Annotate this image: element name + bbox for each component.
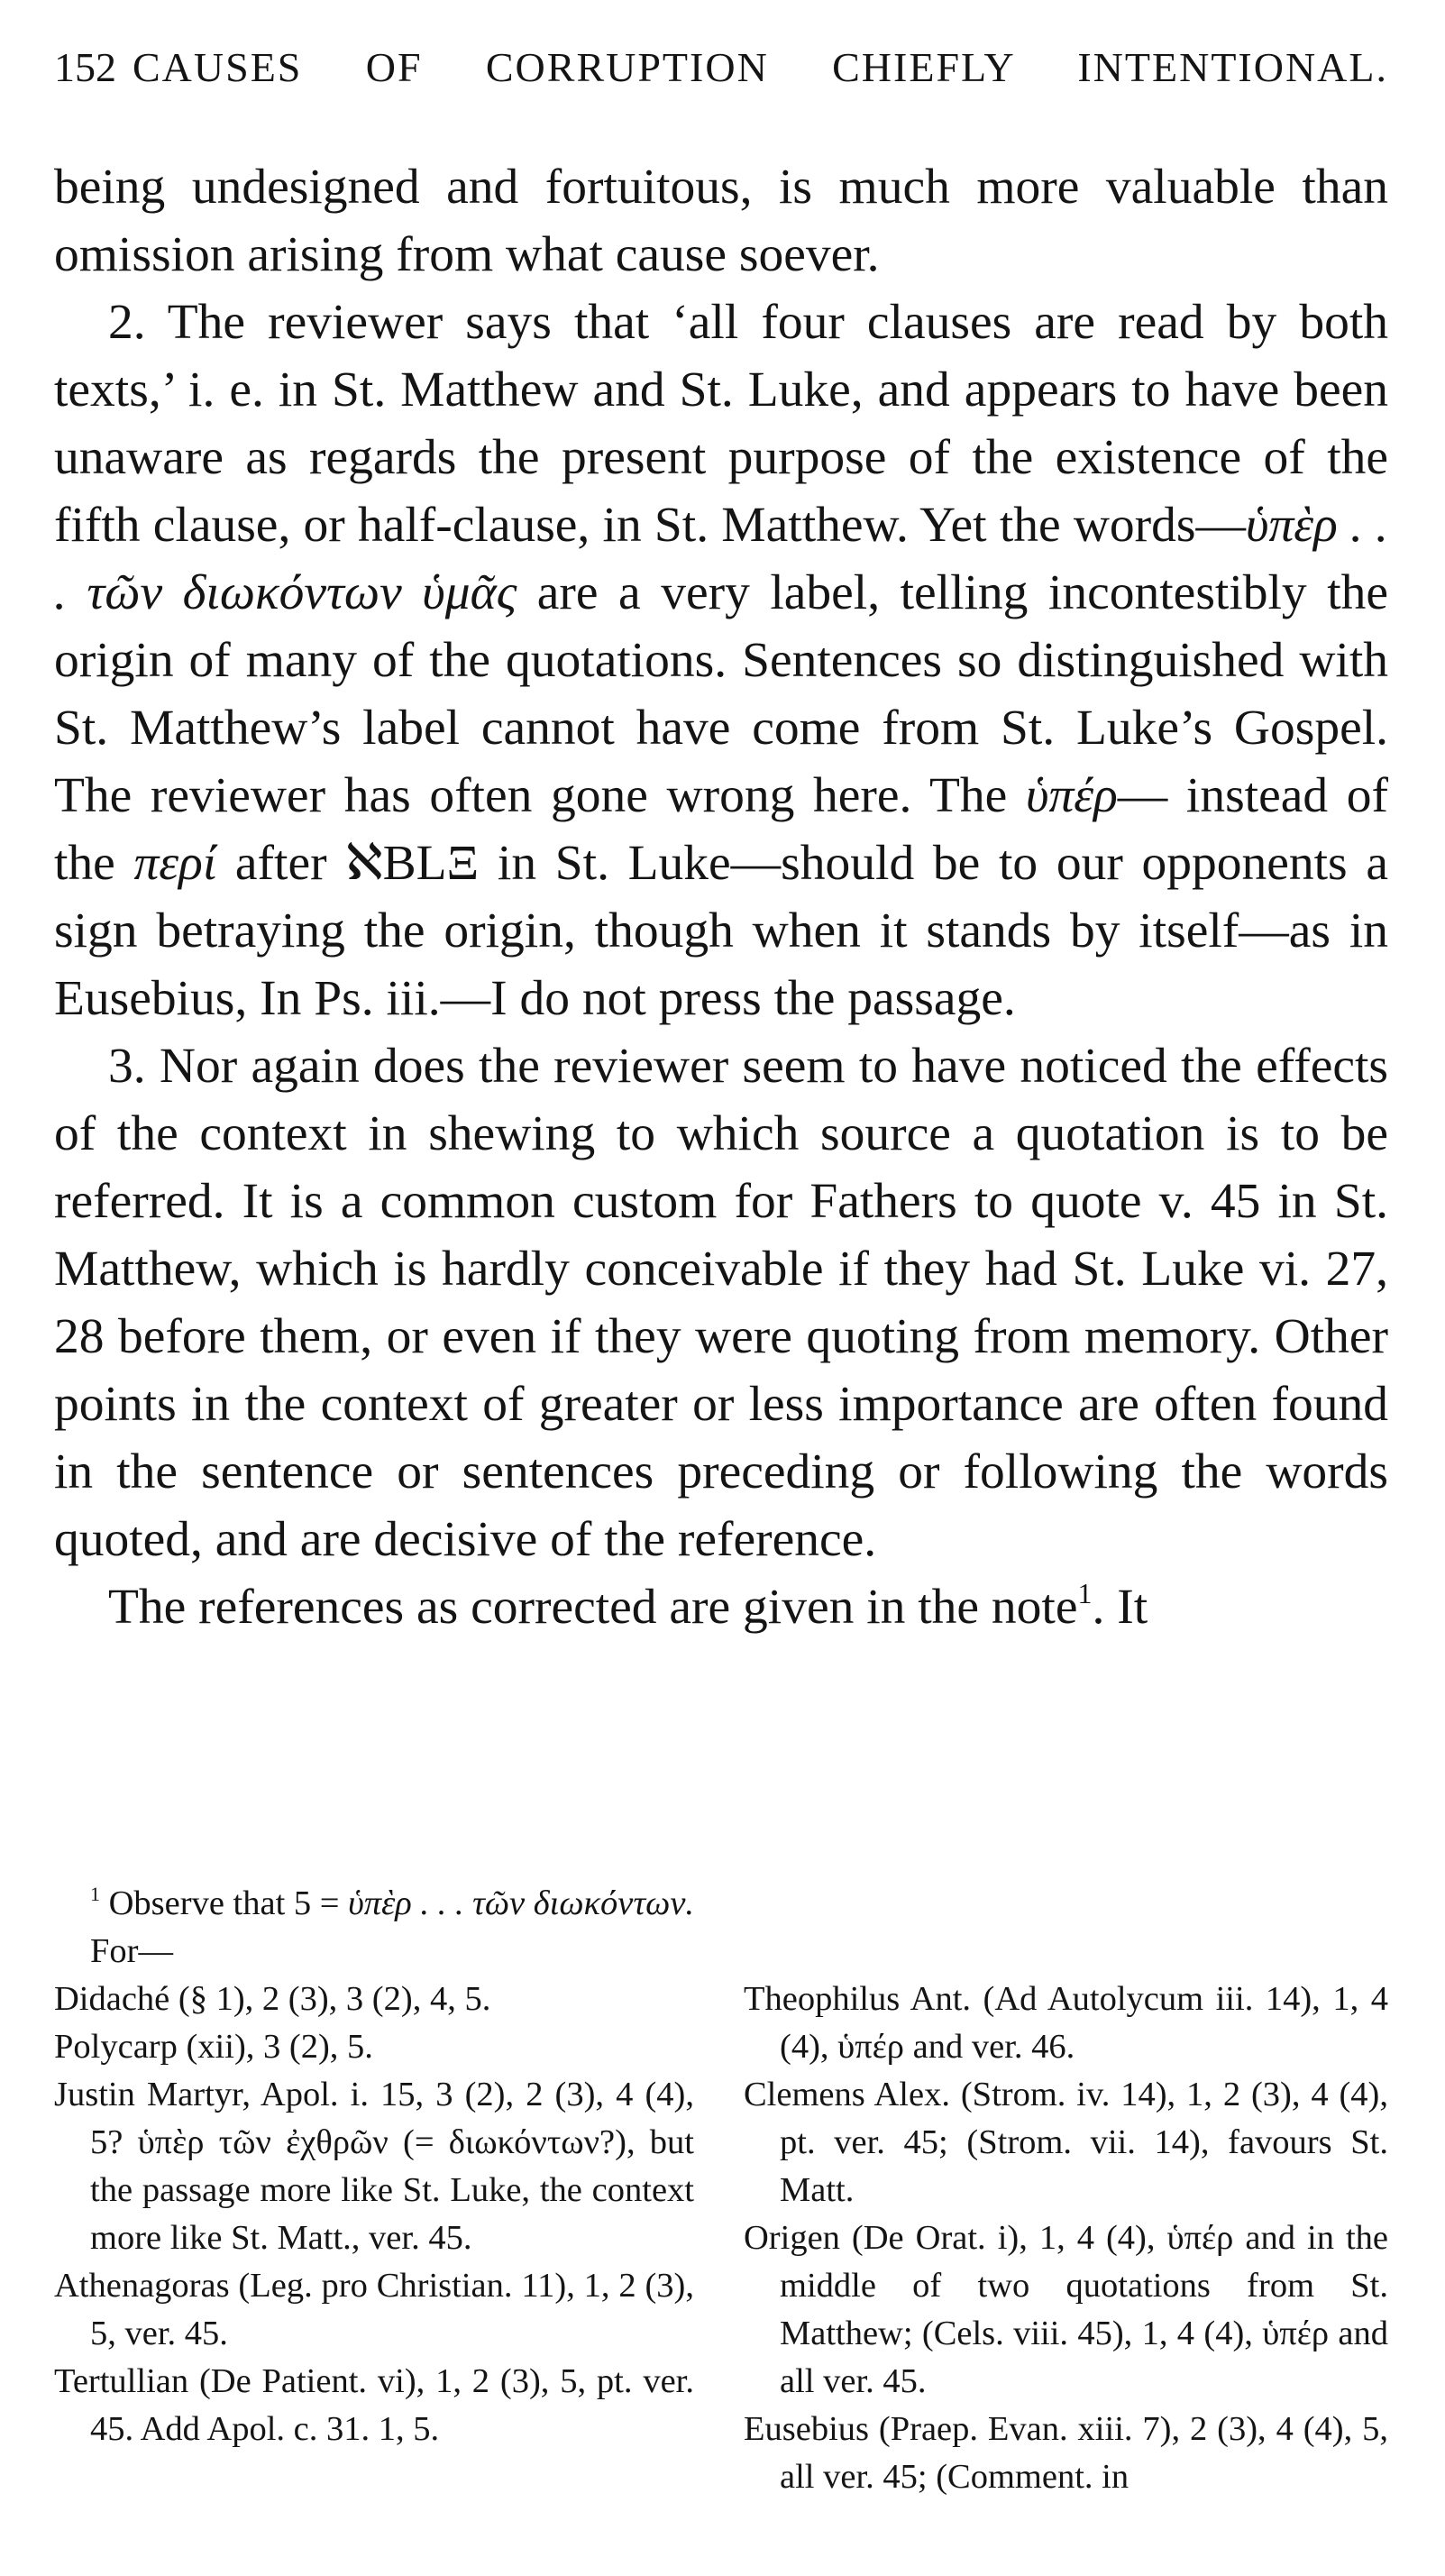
paragraph-2-text-a: 2. The reviewer says that ‘all four clauses are read by both texts,’ i. e. in St. Matthew and St. Luke, and appears to have been unaware as regards the present purpose of the existence of the fifth clause, or half-clause, in St. Matthew. Yet the words— xyxy=(54,295,1388,553)
footnote-entry: Theophilus Ant. (Ad Autolycum iii. 14), 1, 4 (4), ὑπέρ and ver. 46. xyxy=(744,1980,1388,2066)
body-text xyxy=(54,153,1388,1641)
footnote-lead-greek: ὑπὲρ . . . τῶν διωκόντων. xyxy=(348,1884,695,1922)
paragraph-4-end: . It xyxy=(1092,1580,1148,1635)
paragraph-4 xyxy=(54,1573,1388,1641)
paragraph-1: being undesigned and fortuitous, is much more valuable than omission arising from what cause soever. xyxy=(54,160,1388,282)
footnote-left-column xyxy=(54,1976,694,2501)
chapter-title: CAUSES OF CORRUPTION CHIEFLY INTENTIONAL. xyxy=(133,44,1388,90)
book-page xyxy=(54,27,1388,1641)
paragraph-2-text-d: after ℵBLΞ in St. Luke—should be to our opponents a sign betraying the origin, though when it stands by itself—as in Eusebius, In Ps. iii.—I do not press the passage. xyxy=(54,836,1388,1026)
footnote-entry: Tertullian (De Patient. vi), 1, 2 (3), 5, pt. ver. 45. Add Apol. c. 31. 1, 5. xyxy=(54,2362,694,2448)
footnote-entry: Eusebius (Praep. Evan. xiii. 7), 2 (3), 4 (4), 5, all ver. 45; (Comment. in xyxy=(744,2410,1388,2496)
greek-word-hyper: ὑπέρ xyxy=(1025,768,1118,823)
page-number: 152 xyxy=(54,44,116,90)
footnote-entry: Polycarp (xii), 3 (2), 5. xyxy=(54,2028,373,2066)
footnote-columns xyxy=(54,1976,1388,2501)
footnote-for-label: For— xyxy=(90,1932,173,1970)
paragraph-2-text-c: — instead of the xyxy=(54,768,1388,891)
paragraph-3: 3. Nor again does the reviewer seem to have noticed the effects of the context in shewing to which source a quotation is to be referred. It is a common custom for Fathers to quote v. 45 in St. Matthew, which is hardly conceivable if they had St. Luke vi. 27, 28 before them, or even if they were quoting from memory. Other points in the context of greater or less importance are often found in the sentence or sentences preceding or following the words quoted, and are decisive of the reference. xyxy=(54,1039,1388,1567)
footnote-entry: Athenagoras (Leg. pro Christian. 11), 1, 2 (3), 5, ver. 45. xyxy=(54,2267,694,2352)
footnote-lead-text: Observe that 5 = xyxy=(100,1884,349,1922)
greek-word-peri: περί xyxy=(133,836,217,891)
greek-phrase-1: ὑπὲρ . . . τῶν διωκόντων ὑμᾶς xyxy=(54,498,1388,620)
footnote-lead xyxy=(54,1880,1388,1928)
paragraph-2-text-b: are a very label, telling incontestibly the origin of many of the quotations. Sentences so distinguished with St. Matthew’s label cannot have come from St. Luke’s Gospel. The reviewer has often gone wrong here. The xyxy=(54,565,1389,823)
footnote-entry: Justin Martyr, Apol. i. 15, 3 (2), 2 (3), 4 (4), 5? ὑπὲρ τῶν ἐχθρῶν (= διωκόντων?), but the passage more like St. Luke, the context more like St. Matt., ver. 45. xyxy=(54,2076,694,2257)
footnote-entry: Origen (De Orat. i), 1, 4 (4), ὑπέρ and in the middle of two quotations from St. Matthew; (Cels. viii. 45), 1, 4 (4), ὑπέρ and all ver. 45. xyxy=(744,2219,1388,2400)
footnotes xyxy=(54,1880,1388,2501)
paragraph-4-text: The references as corrected are given in the note xyxy=(108,1580,1078,1635)
footnote-right-column xyxy=(744,1976,1388,2501)
footnote-marker: 1 xyxy=(90,1883,100,1905)
running-head xyxy=(54,27,1388,108)
footnote-entry: Didaché (§ 1), 2 (3), 3 (2), 4, 5. xyxy=(54,1980,491,2018)
footnote-entry: Clemens Alex. (Strom. iv. 14), 1, 2 (3), 4 (4), pt. ver. 45; (Strom. vii. 14), favours St. Matt. xyxy=(744,2076,1388,2209)
paragraph-2 xyxy=(54,289,1388,1032)
footnote-reference[interactable]: 1 xyxy=(1077,1577,1093,1609)
